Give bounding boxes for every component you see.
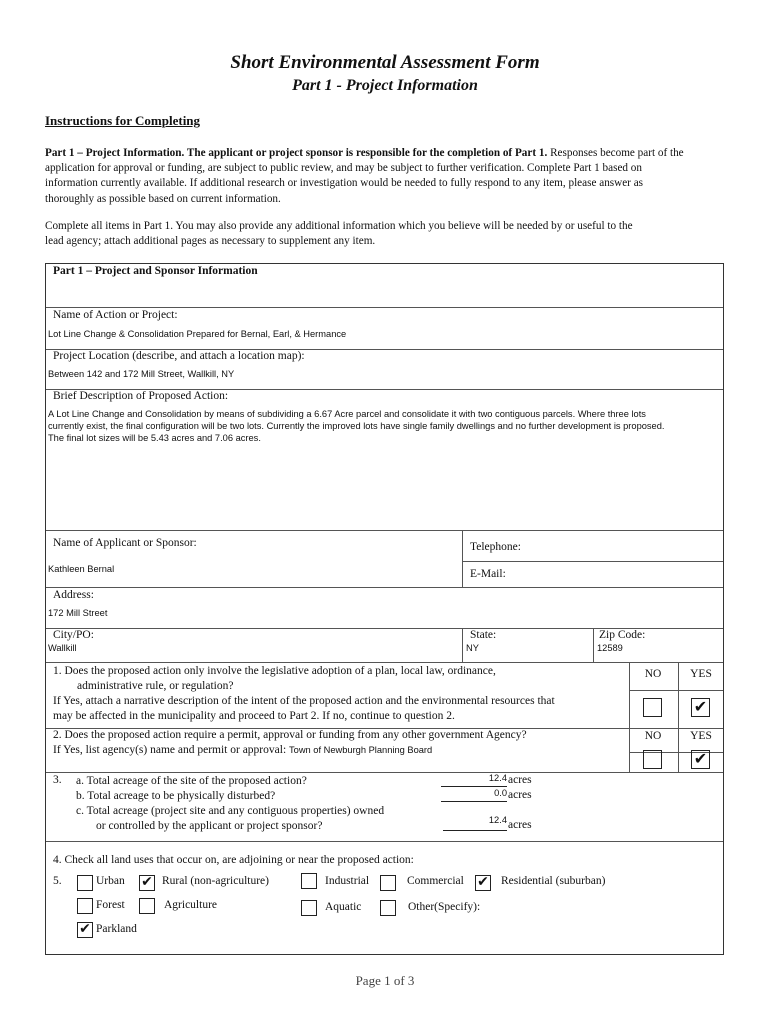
forest-label: Forest [96,899,125,911]
q2-no-checkbox[interactable] [643,750,662,769]
aquatic-checkbox[interactable] [301,900,317,916]
row-divider [46,772,723,773]
q3a-unit: acres [508,774,532,786]
q3b-field[interactable] [441,789,507,802]
rural-checkbox[interactable]: ✔ [139,875,155,891]
name-of-action-value[interactable]: Lot Line Change & Consolidation Prepared for Bernal, Earl, & Hermance [48,329,347,339]
agriculture-checkbox[interactable] [139,898,155,914]
project-location-value[interactable]: Between 142 and 172 Mill Street, Wallkill, NY [48,369,235,379]
instructions-p1-bold: Part 1 – Project Information. The applicant or project sponsor is responsible for the completion of Part 1. [45,147,548,159]
q3a-value: 12.4 [488,773,507,783]
row-divider [46,662,723,663]
row-divider [46,530,723,531]
row-divider [629,690,723,691]
question-2 [53,728,623,758]
form-subtitle: Part 1 - Project Information [292,77,478,94]
row-divider [462,561,723,562]
question-3-number: 3. [53,774,62,786]
instructions-paragraph-1 [45,146,725,207]
col-divider [462,628,463,662]
description-label: Brief Description of Proposed Action: [53,390,229,402]
address-label: Address: [53,589,94,601]
page-number: Page 1 of 3 [355,973,415,988]
q3c-field[interactable] [443,815,507,831]
section-title: Part 1 – Project and Sponsor Information [53,265,258,277]
address-value[interactable]: 172 Mill Street [48,608,108,618]
instructions-p2-line1: Complete all items in Part 1. You may also provide any additional information which you believe will be needed by or useful to the [45,220,633,232]
residential-checkbox[interactable]: ✔ [475,875,491,891]
residential-label: Residential (suburban) [501,875,606,887]
question-2-value[interactable]: Town of Newburgh Planning Board [289,745,433,755]
question-2-line: 2. Does the proposed action require a permit, approval or funding from any other government Agency? [53,729,527,741]
applicant-value[interactable]: Kathleen Bernal [48,564,115,574]
row-divider [46,841,723,842]
project-location-label: Project Location (describe, and attach a location map): [53,350,305,362]
instructions-paragraph-2 [45,219,725,249]
instructions-p1-line3: information currently available. If additional research or investigation would be needed to fully respond to any item, please answer as [45,177,644,190]
instructions-p1-line2: application for approval or funding, are subject to public review, and may be subject to further verification. Complete Part 1 based on [45,162,642,175]
urban-label: Urban [96,875,125,887]
description-value[interactable] [48,408,665,444]
industrial-checkbox[interactable] [301,873,317,889]
q3c-label: c. Total acreage (project site and any contiguous properties) owned [76,805,385,817]
state-label: State: [470,629,497,641]
email-label: E-Mail: [470,568,506,580]
q1-no-checkbox[interactable] [643,698,662,717]
col-divider [593,628,594,662]
state-value[interactable]: NY [466,643,479,653]
applicant-label: Name of Applicant or Sponsor: [53,537,197,549]
question-3-items [76,774,384,834]
parkland-label: Parkland [96,923,137,935]
zip-label: Zip Code: [599,629,646,641]
q2-yes-checkbox[interactable]: ✔ [691,750,710,769]
commercial-checkbox[interactable] [380,875,396,891]
question-1-line: may be affected in the municipality and proceed to Part 2. If no, continue to question 2. [53,710,455,722]
q3c-value: 12.4 [488,815,507,825]
question-2-line: If Yes, list agency(s) name and permit or approval: [53,744,287,756]
other-label: Other(Specify): [408,901,481,913]
q1-yes-checkbox[interactable]: ✔ [691,698,710,717]
q1-yes-header: YES [690,668,712,680]
telephone-label: Telephone: [470,541,521,553]
q3c-unit: acres [508,819,532,831]
question-1 [53,664,623,724]
q3b-label: b. Total acreage to be physically disturbed? [76,790,276,802]
row-divider [46,307,723,308]
instructions-heading: Instructions for Completing [45,113,201,128]
other-checkbox[interactable] [380,900,396,916]
city-label: City/PO: [53,629,94,641]
description-line: A Lot Line Change and Consolidation by means of subdividing a 6.67 Acre parcel and consolidate it with two contiguous parcels. Where three lots [48,409,646,419]
form-title: Short Environmental Assessment Form [230,52,540,73]
forest-checkbox[interactable] [77,898,93,914]
city-value[interactable]: Wallkill [48,643,77,653]
q3b-value: 0.0 [494,788,507,798]
q2-yes-header: YES [690,730,712,742]
q3c-label: or controlled by the applicant or project sponsor? [96,820,323,832]
q2-no-header: NO [644,730,662,742]
aquatic-label: Aquatic [325,901,362,913]
q3b-unit: acres [508,789,532,801]
q1-no-header: NO [644,668,662,680]
instructions-p1-rest: Responses become part of the [547,147,684,159]
q3a-field[interactable] [441,774,507,787]
parkland-checkbox[interactable]: ✔ [77,922,93,938]
rural-label: Rural (non-agriculture) [162,875,269,887]
col-divider [462,530,463,587]
question-1-line: 1. Does the proposed action only involve the legislative adoption of a plan, local law, ordinance, [53,665,496,677]
commercial-label: Commercial [407,875,464,887]
agriculture-label: Agriculture [164,899,218,911]
description-line: currently exist, the final configuration will be two lots. Currently the improved lots have single family dwellings and no further development is proposed. [48,421,665,431]
name-of-action-label: Name of Action or Project: [53,309,178,321]
question-5-number: 5. [53,875,62,887]
row-divider [46,587,723,588]
project-sponsor-form [45,263,724,955]
instructions-p2-line2: lead agency; attach additional pages as necessary to supplement any item. [45,235,376,248]
description-line: The final lot sizes will be 5.43 acres and 7.06 acres. [48,433,261,443]
question-1-line: If Yes, attach a narrative description of the intent of the proposed action and the environmental resources that [53,695,555,707]
industrial-label: Industrial [325,875,370,887]
zip-value[interactable]: 12589 [597,643,623,653]
question-4: 4. Check all land uses that occur on, are adjoining or near the proposed action: [53,854,414,866]
q3a-label: a. Total acreage of the site of the proposed action? [76,775,307,787]
question-1-line: administrative rule, or regulation? [77,680,234,692]
instructions-p1-line4: thoroughly as possible based on current information. [45,192,281,205]
urban-checkbox[interactable] [77,875,93,891]
